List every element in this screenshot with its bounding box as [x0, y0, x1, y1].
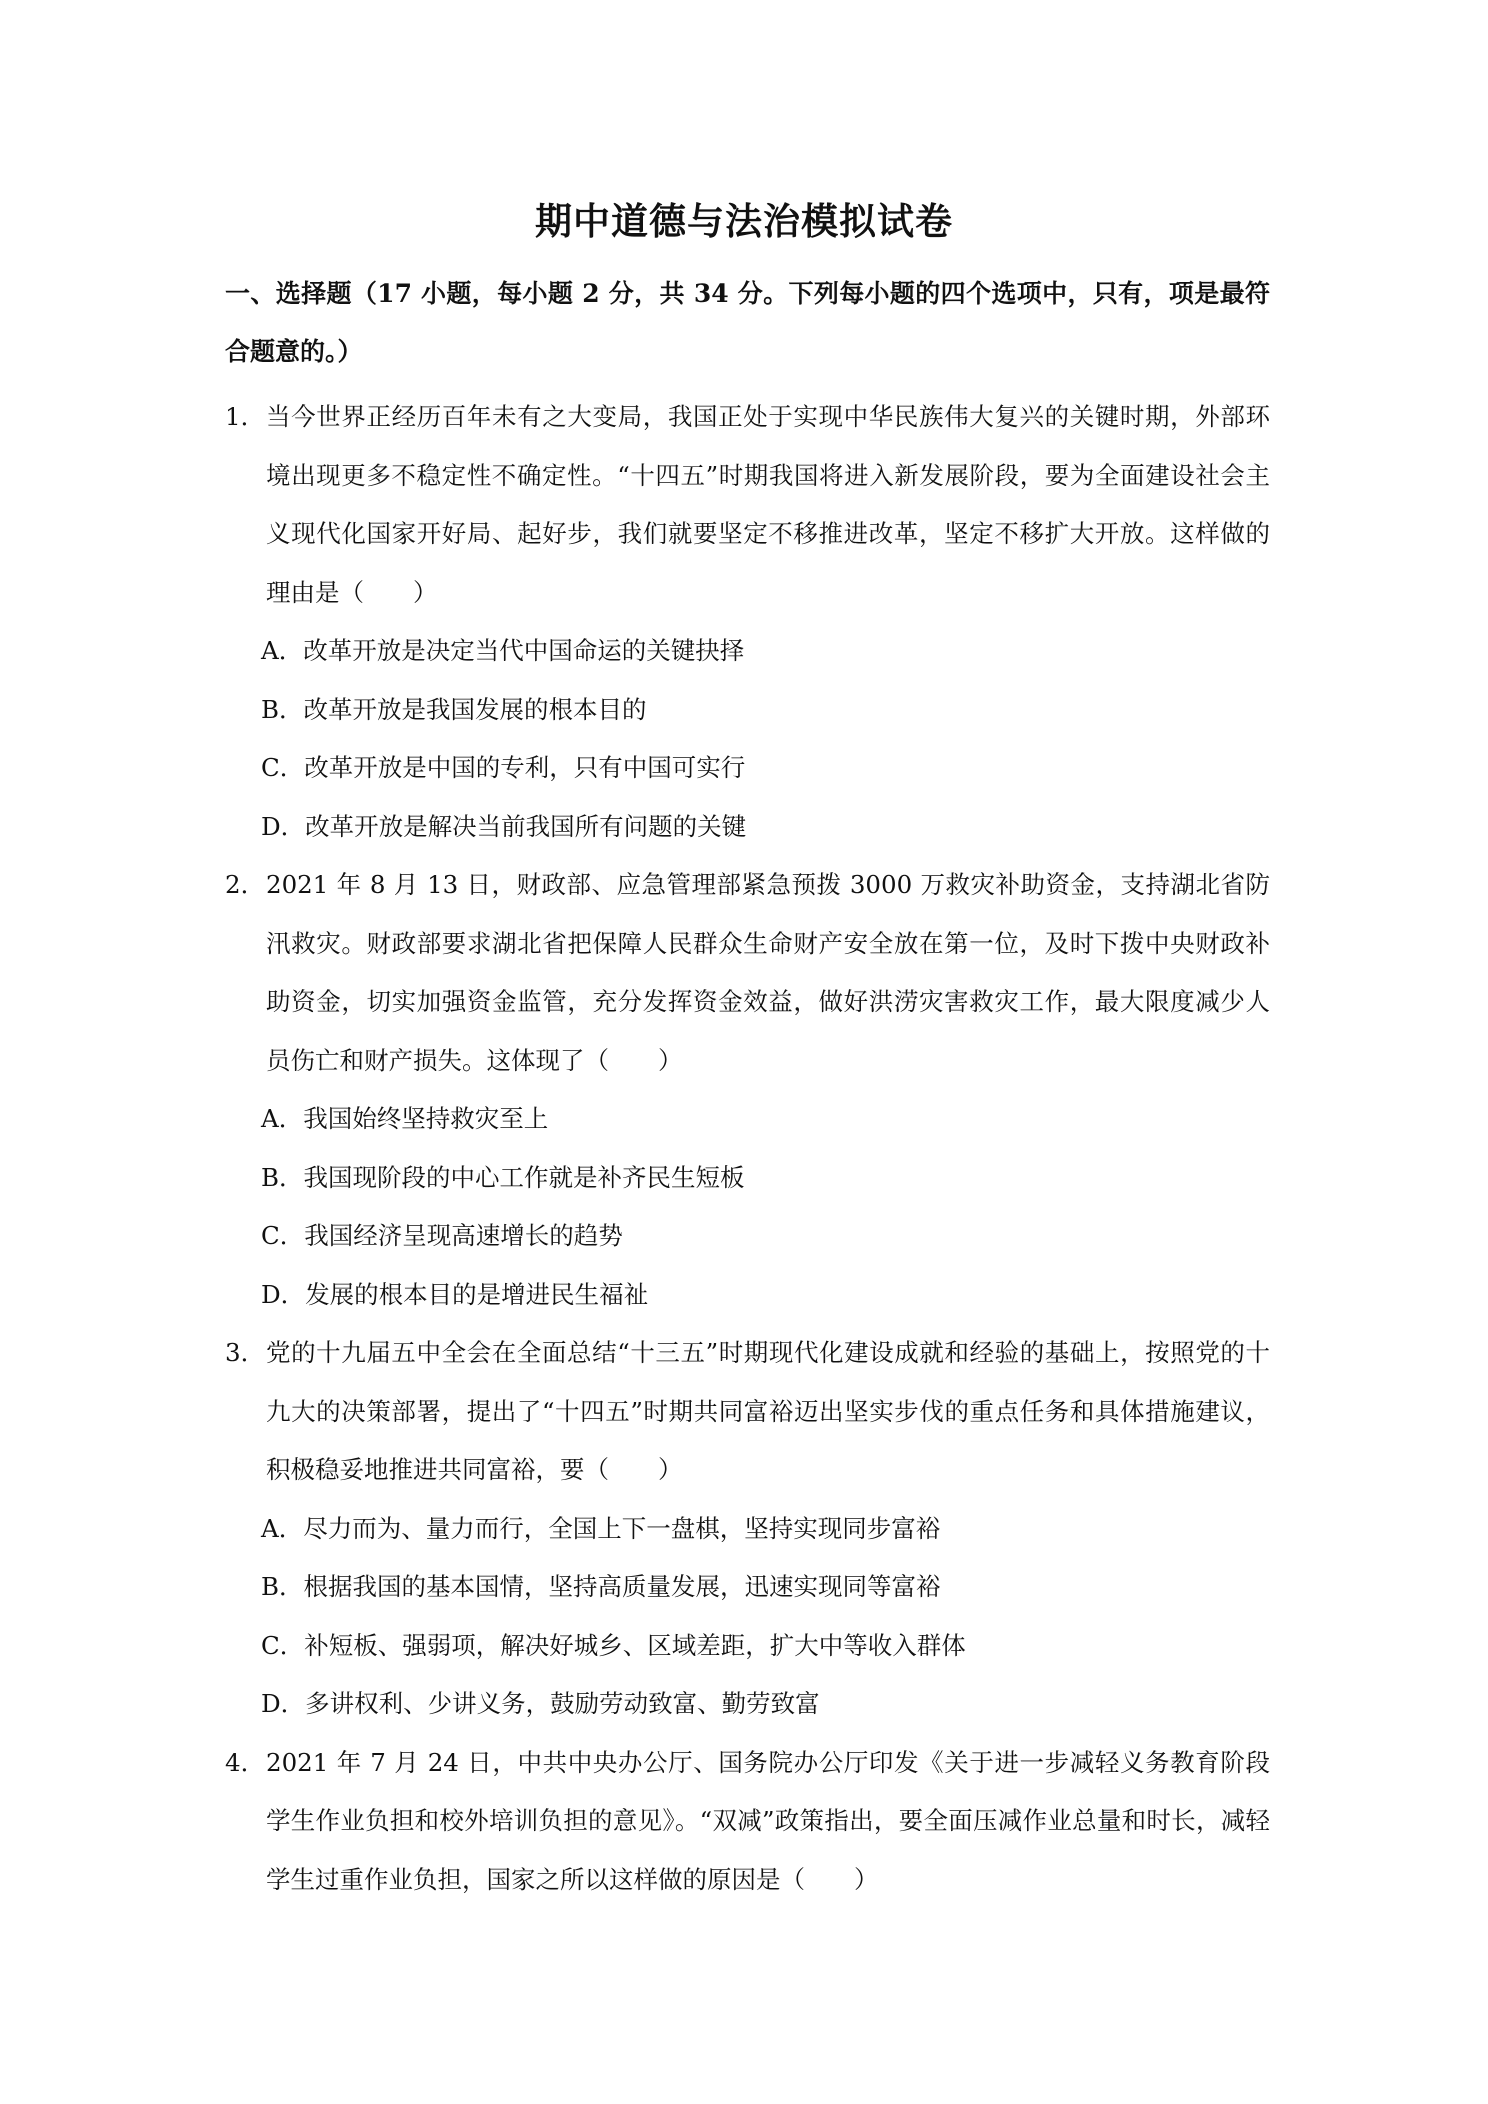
question-2: [225, 856, 1270, 1324]
option-label: D．: [261, 811, 306, 841]
option-list: [225, 1500, 1270, 1734]
option-list: [225, 622, 1270, 856]
option-label: C．: [261, 753, 305, 782]
option-text: 改革开放是我国发展的根本目的: [303, 694, 647, 724]
page-title: 期中道德与法治模拟试卷: [535, 199, 953, 243]
option-b: [225, 681, 1270, 740]
option-text: 尽力而为、量力而行，全国上下一盘棋，坚持实现同步富裕: [303, 1513, 941, 1543]
option-text: 我国经济呈现高速增长的趋势: [304, 1221, 623, 1250]
option-label: B．: [261, 694, 304, 724]
question-text: 2021 年 7 月 24 日，中共中央办公厅、国务院办公厅印发《关于进一步减轻义务教育阶段学生作业负担和校外培训负担的意见》。“双减”政策指出，要全面压减作业总量和时长，减轻学生过重作业负担，国家之所以这样做的原因是（ ）: [266, 1747, 1270, 1894]
option-label: C．: [261, 1630, 305, 1660]
question-number: 3．: [225, 1338, 266, 1367]
option-a: [225, 622, 1270, 681]
option-label: A．: [261, 1513, 304, 1543]
question-stem: [225, 1324, 1270, 1500]
question-number: 2．: [225, 870, 266, 899]
question-number: 1．: [225, 402, 266, 431]
question-text: 2021 年 8 月 13 日，财政部、应急管理部紧急预拨 3000 万救灾补助资金，支持湖北省防汛救灾。财政部要求湖北省把保障人民群众生命财产安全放在第一位，及时下拨中央财政补助资金，切实加强资金监管，充分发挥资金效益，做好洪涝灾害救灾工作，最大限度减少人员伤亡和财产损失。这体现了（ ）: [266, 870, 1270, 1075]
question-1: [225, 388, 1270, 856]
section-heading: 一、选择题（17 小题，每小题 2 分，共 34 分。下列每小题的四个选项中，只有，项是最符合题意的。）: [225, 279, 1270, 366]
option-c: [225, 1617, 1270, 1676]
question-3: [225, 1324, 1270, 1734]
question-stem: [225, 1734, 1270, 1910]
option-label: D．: [261, 1279, 306, 1309]
option-text: 补短板、强弱项，解决好城乡、区域差距，扩大中等收入群体: [304, 1630, 966, 1660]
option-text: 多讲权利、少讲义务，鼓励劳动致富、勤劳致富: [305, 1689, 820, 1718]
option-b: [225, 1149, 1270, 1208]
option-a: [225, 1090, 1270, 1149]
question-stem: [225, 856, 1270, 1090]
option-text: 我国现阶段的中心工作就是补齐民生短板: [303, 1162, 745, 1192]
option-d: [225, 1675, 1270, 1734]
option-list: [225, 1090, 1270, 1324]
option-c: [225, 1207, 1270, 1266]
question-list: [225, 388, 1270, 1909]
option-label: B．: [261, 1162, 304, 1192]
option-text: 发展的根本目的是增进民生福祉: [305, 1279, 649, 1309]
option-label: C．: [261, 1221, 305, 1250]
option-d: [225, 1266, 1270, 1325]
option-label: D．: [261, 1689, 306, 1718]
question-text: 党的十九届五中全会在全面总结“十三五”时期现代化建设成就和经验的基础上，按照党的十九大的决策部署，提出了“十四五”时期共同富裕迈出坚实步伐的重点任务和具体措施建议，积极稳妥地推进共同富裕，要（ ）: [266, 1338, 1270, 1484]
question-number: 4．: [225, 1747, 266, 1777]
option-text: 改革开放是决定当代中国命运的关键抉择: [303, 636, 745, 665]
option-label: A．: [261, 1104, 304, 1133]
option-d: [225, 798, 1270, 857]
option-label: B．: [261, 1572, 304, 1601]
question-4: [225, 1734, 1270, 1910]
question-text: 当今世界正经历百年未有之大变局，我国正处于实现中华民族伟大复兴的关键时期，外部环境出现更多不稳定性不确定性。“十四五”时期我国将进入新发展阶段，要为全面建设社会主义现代化国家开好局、起好步，我们就要坚定不移推进改革，坚定不移扩大开放。这样做的理由是（ ）: [266, 402, 1270, 607]
option-label: A．: [261, 636, 304, 665]
option-text: 我国始终坚持救灾至上: [303, 1104, 549, 1133]
option-text: 根据我国的基本国情，坚持高质量发展，迅速实现同等富裕: [303, 1572, 941, 1601]
option-a: [225, 1500, 1270, 1559]
option-c: [225, 739, 1270, 798]
option-text: 改革开放是中国的专利，只有中国可实行: [304, 753, 746, 782]
option-b: [225, 1558, 1270, 1617]
option-text: 改革开放是解决当前我国所有问题的关键: [305, 811, 747, 841]
question-stem: [225, 388, 1270, 622]
